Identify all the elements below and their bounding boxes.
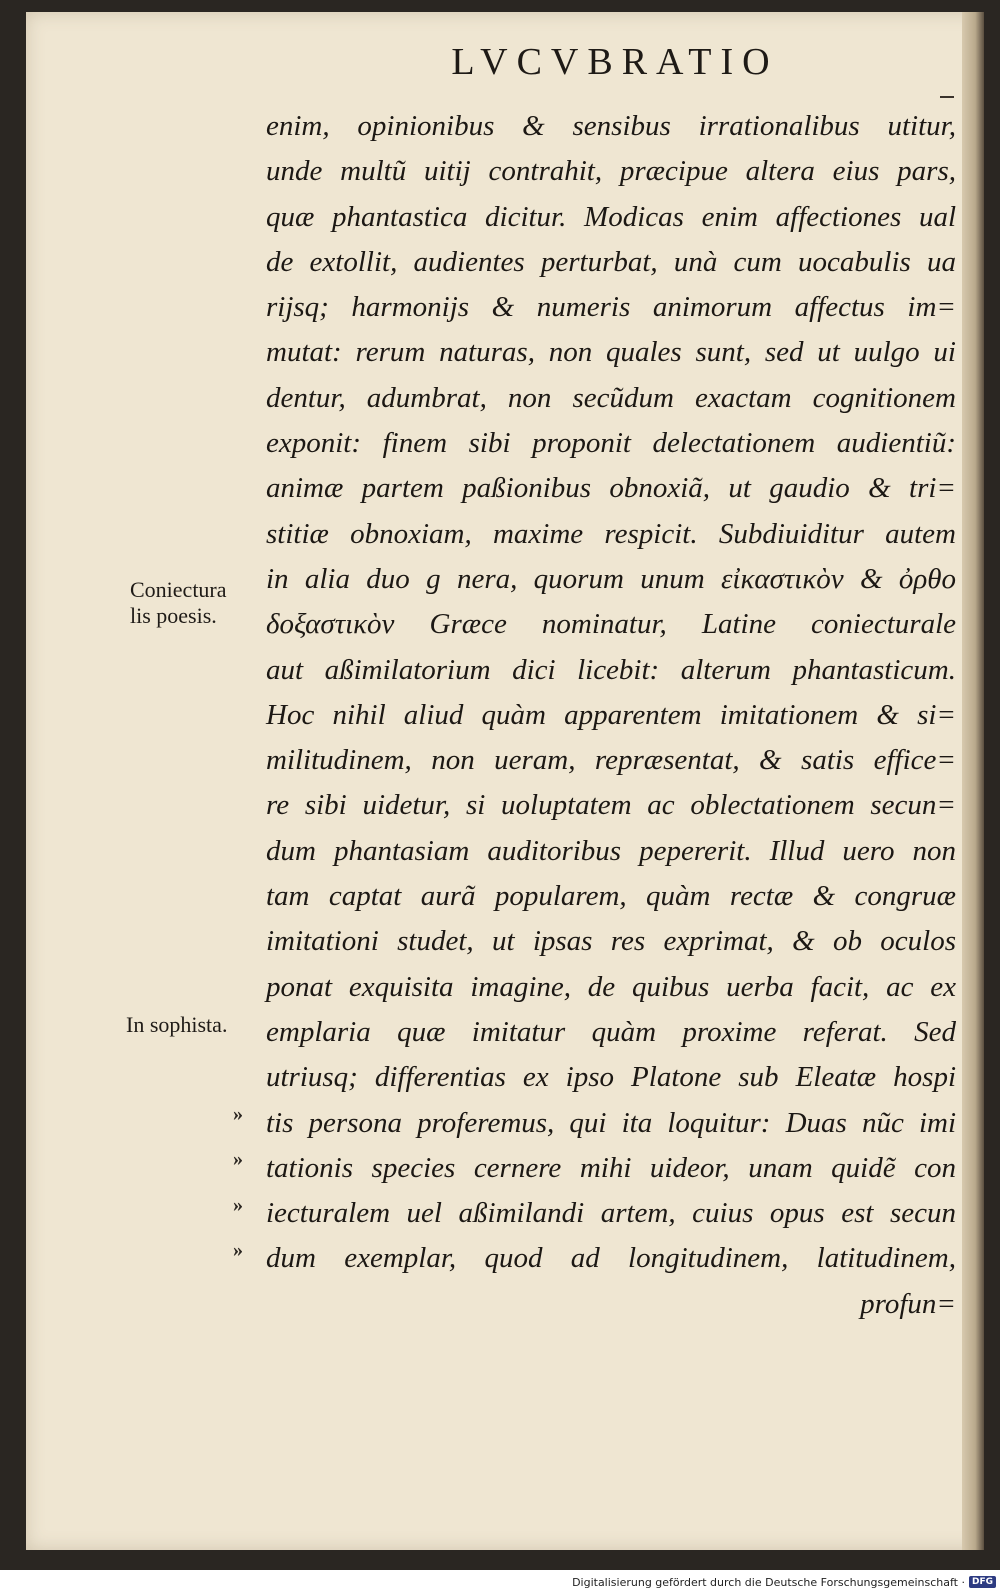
- catchword-dash: [940, 96, 954, 98]
- text-line: de extollit, audientes perturbat, unà cum uocabulis ua: [266, 245, 956, 278]
- text-line: aut aßimilatorium dici licebit: alterum phantasticum.: [266, 653, 956, 686]
- footer-credit: [572, 1574, 996, 1590]
- text-line: tam captat aurã popularem, quàm rectæ & congruæ: [266, 880, 956, 913]
- text-line: tis persona proferemus, qui ita loquitur: Duas nũc imi: [266, 1106, 956, 1139]
- text-line: exponit: finem sibi proponit delectationem audientiũ:: [266, 427, 956, 460]
- text-line: ponat exquisita imagine, de quibus uerba facit, ac ex: [266, 970, 956, 1003]
- text-line: dum exemplar, quod ad longitudinem, latitudinem,: [266, 1242, 956, 1275]
- text-line: Hoc nihil aliud quàm apparentem imitationem & si=: [266, 698, 956, 731]
- text-line: δοξαστικὸν Græce nominatur, Latine coniecturale: [266, 608, 956, 641]
- quote-mark: »: [233, 1103, 242, 1125]
- quote-mark: »: [233, 1194, 242, 1216]
- text-line: militudinem, non ueram, repræsentat, & satis effice=: [266, 744, 956, 777]
- text-line: animæ partem paßionibus obnoxiã, ut gaudio & tri=: [266, 472, 956, 505]
- text-line: enim, opinionibus & sensibus irrationalibus utitur,: [266, 110, 956, 142]
- text-line: dentur, adumbrat, non secũdum exactam cognitionem: [266, 381, 956, 414]
- running-head: LVCVBRATIO: [451, 41, 779, 83]
- text-line: stitiæ obnoxiam, maxime respicit. Subdiuiditur autem: [266, 517, 956, 550]
- quote-mark: »: [233, 1239, 242, 1261]
- text-line: utriusq; differentias ex ipso Platone sub Eleatæ hospi: [266, 1061, 956, 1094]
- body-text: [266, 104, 956, 1327]
- text-line: rijsq; harmonijs & numeris animorum affectus im=: [266, 291, 956, 324]
- catchword: profun=: [860, 1287, 956, 1320]
- text-line: dum phantasiam auditoribus pepererit. Illud uero non: [266, 834, 956, 867]
- quote-mark: »: [233, 1148, 242, 1170]
- footer-text: Digitalisierung gefördert durch die Deutsche Forschungsgemeinschaft ·: [572, 1575, 965, 1589]
- text-line: unde multũ uitij contrahit, præcipue altera eius pars,: [266, 155, 956, 188]
- text-line: imitationi studet, ut ipsas res exprimat, & ob oculos: [266, 925, 956, 958]
- text-line: re sibi uidetur, si uoluptatem ac oblectationem secun=: [266, 789, 956, 822]
- margin-note-coniecturalis: [130, 577, 227, 629]
- dfg-logo: DFG: [969, 1576, 996, 1588]
- text-line: quæ phantastica dicitur. Modicas enim affectiones ual: [266, 200, 956, 233]
- margin-note-line: Coniectura: [130, 577, 227, 602]
- margin-note-line: lis poesis.: [130, 603, 217, 628]
- text-line: tationis species cernere mihi uideor, unam quidẽ con: [266, 1151, 956, 1184]
- text-line: emplaria quæ imitatur quàm proxime referat. Sed: [266, 1015, 956, 1048]
- text-line: mutat: rerum naturas, non quales sunt, sed ut uulgo ui: [266, 336, 956, 369]
- text-line: iecturalem uel aßimilandi artem, cuius opus est secun: [266, 1197, 956, 1230]
- margin-note-sophista: In sophista.: [126, 1012, 228, 1037]
- text-line: in alia duo g nera, quorum unum εἰκαστικὸν & ὀρθο: [266, 562, 956, 595]
- page-edge: [962, 12, 984, 1550]
